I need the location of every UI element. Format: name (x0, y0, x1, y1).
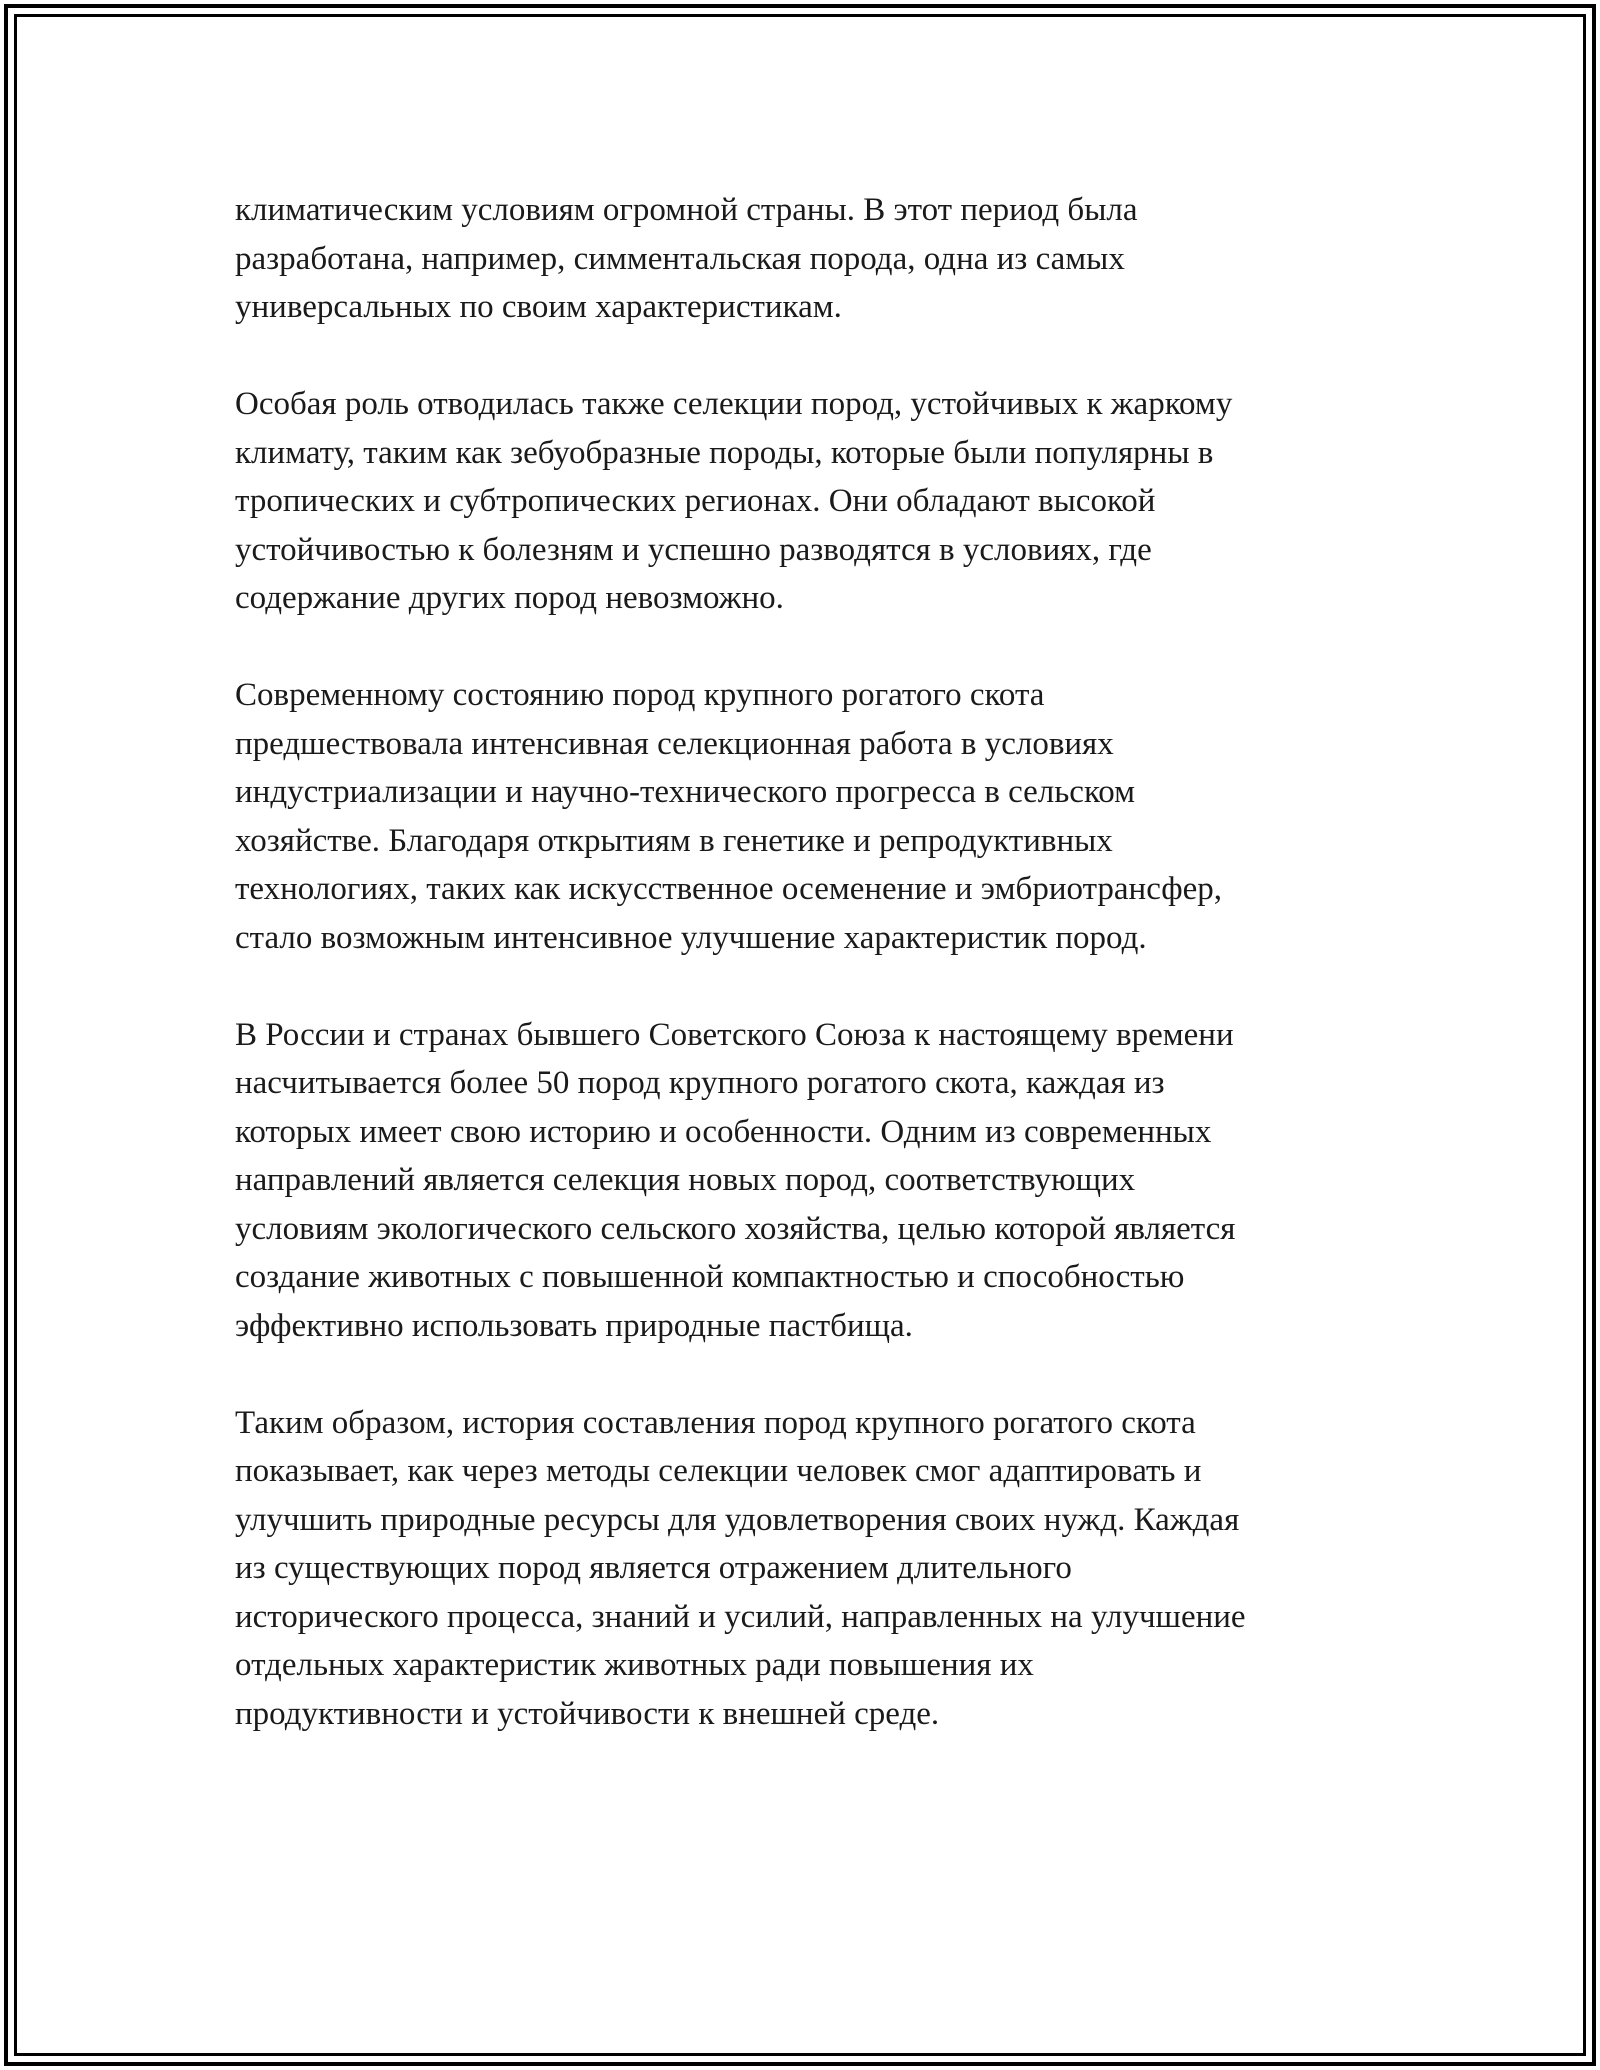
document-body (235, 186, 1375, 1787)
text-line: разработана, например, симментальская порода, одна из самых (235, 240, 1125, 277)
text-line: Особая роль отводилась также селекции пород, устойчивых к жаркому (235, 386, 1233, 422)
text-line: климатическим условиям огромной страны. В этот период была (235, 192, 1138, 228)
text-line: устойчивостью к болезням и успешно разводятся в условиях, где (235, 531, 1152, 568)
paragraph-1 (235, 186, 1375, 332)
text-line: Современному состоянию пород крупного рогатого скота (235, 677, 1045, 713)
text-line: индустриализации и научно-технического прогресса в сельском (235, 774, 1136, 810)
text-line: создание животных с повышенной компактностью и способностью (235, 1259, 1185, 1295)
text-line: улучшить природные ресурсы для удовлетворения своих нужд. Каждая (235, 1501, 1240, 1538)
paragraph-3 (235, 671, 1375, 962)
text-line: отдельных характеристик животных ради повышения их (235, 1647, 1034, 1683)
text-line: эффективно использовать природные пастбища. (235, 1307, 913, 1344)
text-line: Таким образом, история составления пород крупного рогатого скота (235, 1404, 1196, 1441)
text-line: климату, таким как зебуобразные породы, которые были популярны в (235, 434, 1214, 471)
text-line: условиям экологического сельского хозяйства, целью которой является (235, 1210, 1236, 1247)
paragraph-5 (235, 1399, 1375, 1739)
text-line: стало возможным интенсивное улучшение характеристик пород. (235, 919, 1147, 956)
text-line: из существующих пород является отражением длительного (235, 1550, 1072, 1586)
text-line: технологиях, таких как искусственное осеменение и эмбриотрансфер, (235, 871, 1223, 907)
text-line: универсальных по своим характеристикам. (235, 289, 842, 325)
text-line: исторического процесса, знаний и усилий, направленных на улучшение (235, 1598, 1246, 1635)
text-line: которых имеет свою историю и особенности. Одним из современных (235, 1113, 1212, 1150)
text-line: предшествовала интенсивная селекционная работа в условиях (235, 725, 1114, 762)
text-line: содержание других пород невозможно. (235, 580, 784, 616)
text-line: направлений является селекция новых пород, соответствующих (235, 1162, 1136, 1198)
paragraph-2 (235, 380, 1375, 623)
text-line: продуктивности и устойчивости к внешней среде. (235, 1695, 940, 1732)
text-line: показывает, как через методы селекции человек смог адаптировать и (235, 1453, 1202, 1489)
text-line: тропических и субтропических регионах. Они обладают высокой (235, 483, 1156, 519)
paragraph-4 (235, 1011, 1375, 1351)
text-line: В России и странах бывшего Советского Союза к настоящему времени (235, 1016, 1234, 1053)
text-line: насчитывается более 50 пород крупного рогатого скота, каждая из (235, 1065, 1165, 1101)
text-line: хозяйстве. Благодаря открытиям в генетике и репродуктивных (235, 822, 1113, 859)
